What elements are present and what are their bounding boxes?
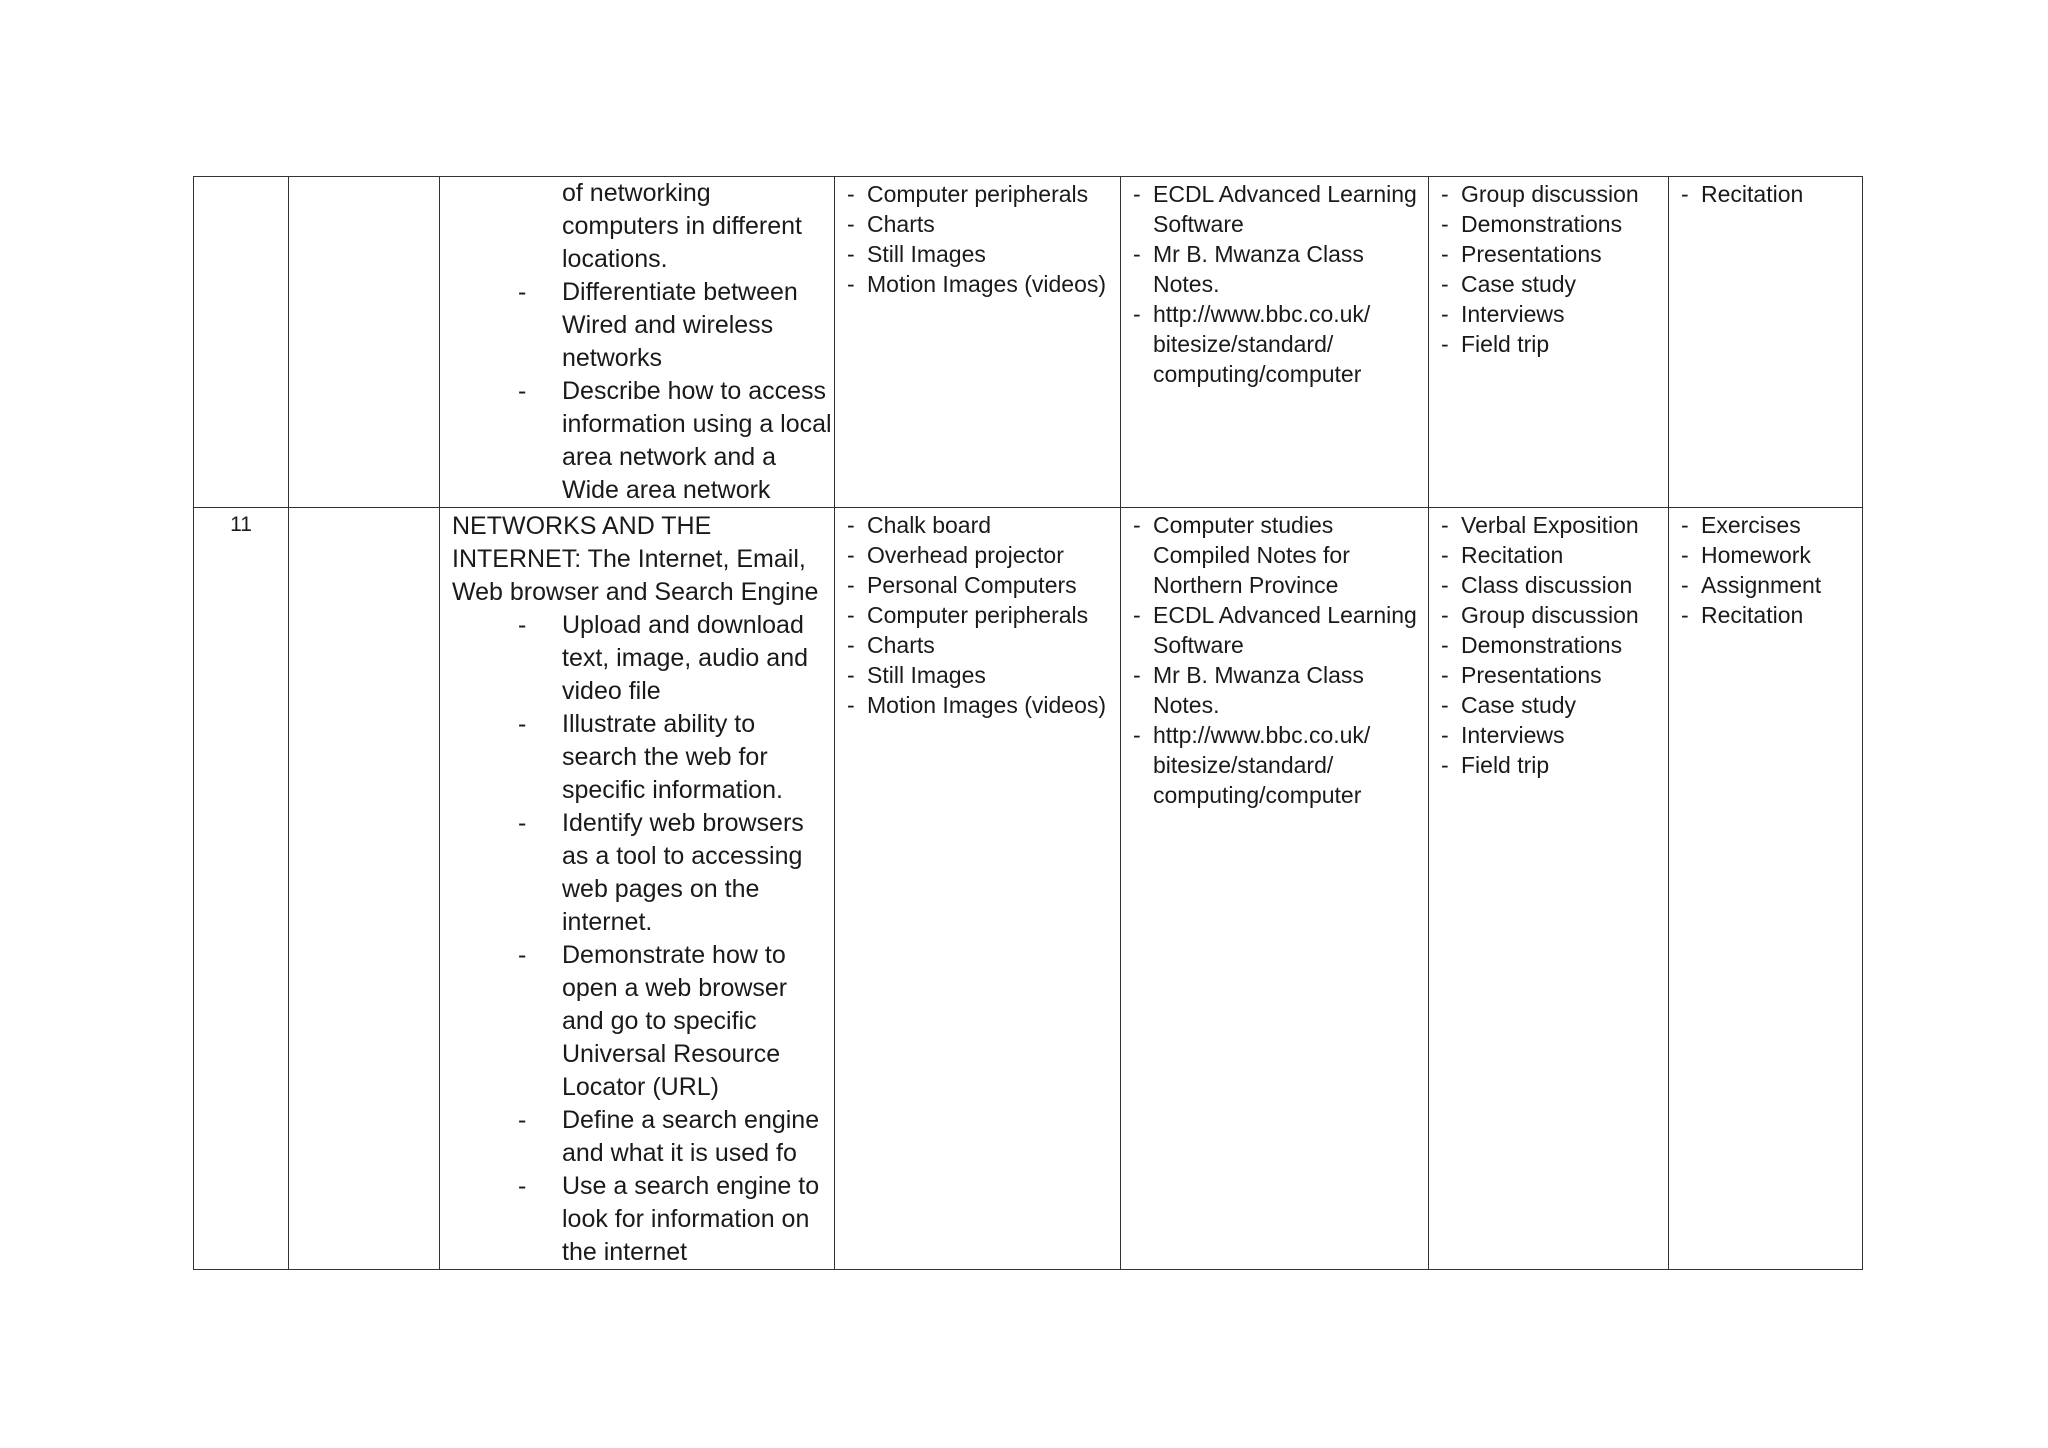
scheme-of-work-table (193, 176, 1863, 1270)
list-item: - Field trip (1461, 329, 1668, 359)
topic-cell (440, 177, 835, 508)
date-text (289, 508, 439, 510)
week-cell (194, 508, 289, 1270)
list-item: - ECDL Advanced Learning Software (1153, 179, 1428, 239)
week-number (194, 177, 288, 179)
list-item: - Differentiate between Wired and wireless networks (562, 276, 834, 375)
evaluation-list (1669, 510, 1862, 630)
table-row (194, 177, 1863, 508)
list-item: - Demonstrate how to open a web browser and go to specific Universal Resource Locator (URL) (562, 939, 834, 1104)
methods-cell (1429, 177, 1669, 508)
list-item: - Presentations (1461, 660, 1668, 690)
list-item: - Class discussion (1461, 570, 1668, 600)
references-cell (1121, 177, 1429, 508)
list-item: - Upload and download text, image, audio and video file (562, 609, 834, 708)
topic-cell (440, 508, 835, 1270)
list-item: - http://www.bbc.co.uk/ bitesize/standard/ computing/computer (1153, 299, 1428, 389)
date-cell (289, 508, 440, 1270)
evaluation-list (1669, 179, 1862, 209)
list-item: - Personal Computers (867, 570, 1120, 600)
teaching-aids-cell (835, 508, 1121, 1270)
list-item: - Computer studies Compiled Notes for Northern Province (1153, 510, 1428, 600)
topic-heading: NETWORKS AND THE INTERNET: The Internet, Email, Web browser and Search Engine (452, 512, 819, 606)
methods-list (1429, 510, 1668, 780)
references-cell (1121, 508, 1429, 1270)
evaluation-cell (1669, 508, 1863, 1270)
methods-list (1429, 179, 1668, 359)
date-cell (289, 177, 440, 508)
list-item: - Identify web browsers as a tool to accessing web pages on the internet. (562, 807, 834, 939)
list-item: - Demonstrations (1461, 630, 1668, 660)
evaluation-cell (1669, 177, 1863, 508)
list-item: - Group discussion (1461, 600, 1668, 630)
teaching-aids-list (835, 510, 1120, 720)
week-number: 11 (230, 513, 252, 536)
list-item: - Chalk board (867, 510, 1120, 540)
list-item: - Interviews (1461, 299, 1668, 329)
list-item: - Use a search engine to look for information on the internet (562, 1170, 834, 1269)
list-item: - Overhead projector (867, 540, 1120, 570)
list-item: - http://www.bbc.co.uk/ bitesize/standard/ computing/computer (1153, 720, 1428, 810)
list-item: - Charts (867, 630, 1120, 660)
list-item: - Still Images (867, 239, 1120, 269)
list-item: - Case study (1461, 690, 1668, 720)
list-item: - Mr B. Mwanza Class Notes. (1153, 660, 1428, 720)
list-item: - Define a search engine and what it is used fo (562, 1104, 834, 1170)
list-item: - Computer peripherals (867, 179, 1120, 209)
week-cell (194, 177, 289, 508)
list-item: - Recitation (1701, 179, 1862, 209)
list-item: - Still Images (867, 660, 1120, 690)
list-item: - Charts (867, 209, 1120, 239)
teaching-aids-cell (835, 177, 1121, 508)
references-list (1121, 179, 1428, 389)
objective-continuation: of networking computers in different locations. (562, 179, 802, 273)
list-item: - Verbal Exposition (1461, 510, 1668, 540)
list-item: - Motion Images (videos) (867, 269, 1120, 299)
table-row (194, 508, 1863, 1270)
list-item: - Homework (1701, 540, 1862, 570)
list-item: - Interviews (1461, 720, 1668, 750)
list-item: - Assignment (1701, 570, 1862, 600)
list-item: - Computer peripherals (867, 600, 1120, 630)
list-item: - Describe how to access information using a local area network and a Wide area network (562, 375, 834, 507)
list-item: - ECDL Advanced Learning Software (1153, 600, 1428, 660)
date-text (289, 177, 439, 179)
list-item: - Case study (1461, 269, 1668, 299)
list-item: - Group discussion (1461, 179, 1668, 209)
objectives-list (440, 609, 834, 1269)
list-item: - Demonstrations (1461, 209, 1668, 239)
list-item: - Recitation (1701, 600, 1862, 630)
list-item: - Mr B. Mwanza Class Notes. (1153, 239, 1428, 299)
list-item: - Field trip (1461, 750, 1668, 780)
references-list (1121, 510, 1428, 810)
list-item: - Motion Images (videos) (867, 690, 1120, 720)
list-item: - Exercises (1701, 510, 1862, 540)
list-item: - Illustrate ability to search the web for specific information. (562, 708, 834, 807)
methods-cell (1429, 508, 1669, 1270)
objectives-list (440, 276, 834, 507)
teaching-aids-list (835, 179, 1120, 299)
list-item: - Presentations (1461, 239, 1668, 269)
list-item: - Recitation (1461, 540, 1668, 570)
